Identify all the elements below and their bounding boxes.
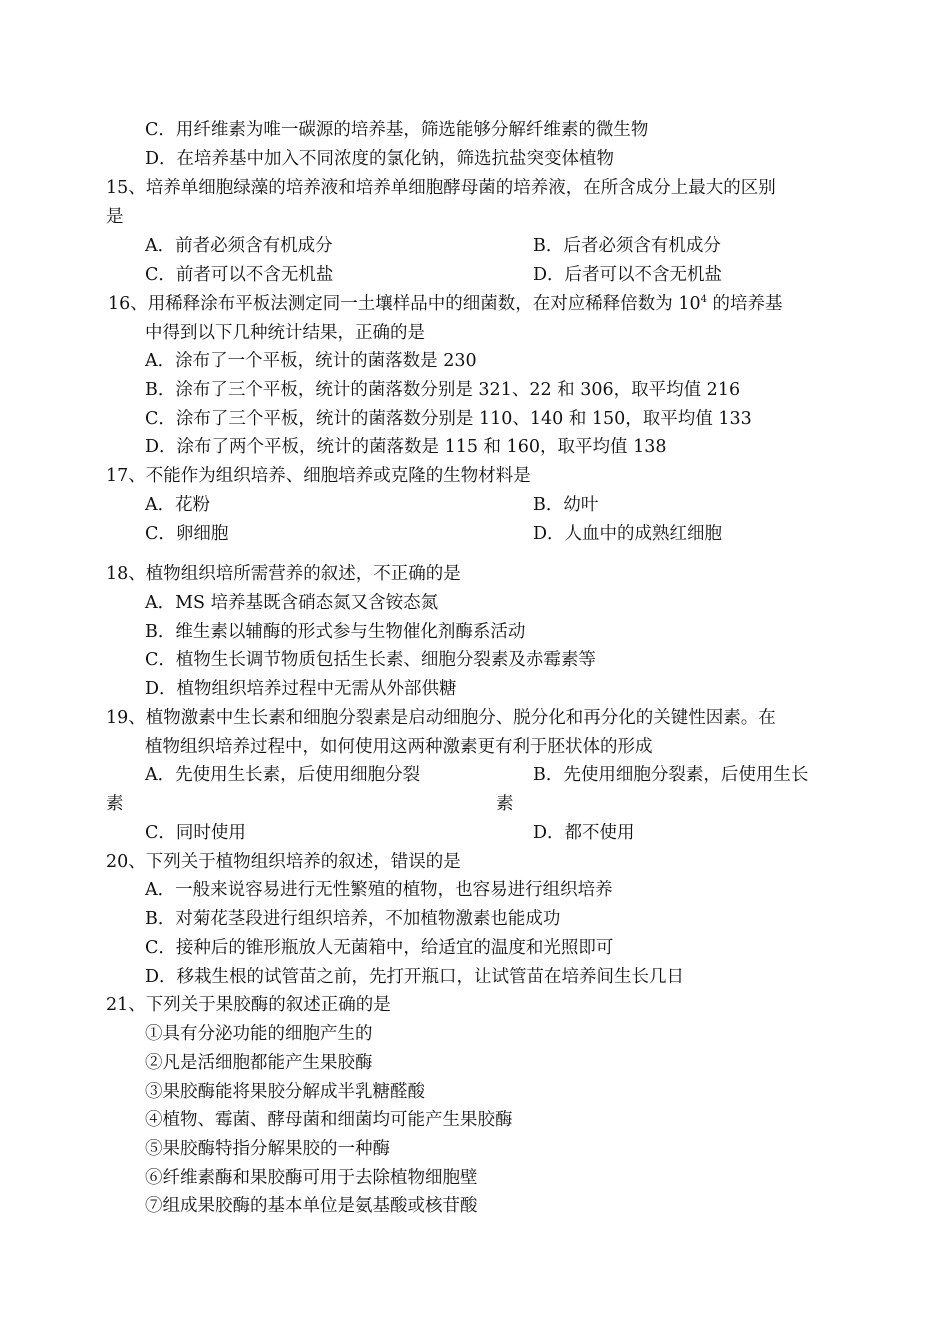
q21-item-1: ①具有分泌功能的细胞产生的	[145, 1024, 373, 1044]
q17-option-d: D．人血中的成熟红细胞	[533, 524, 723, 544]
q17-option-b: B．幼叶	[533, 495, 599, 515]
q20-option-d: D．移栽生根的试管苗之前，先打开瓶口，让试管苗在培养间生长几日	[145, 967, 685, 987]
q16-stem-line1	[108, 292, 783, 316]
q21-item-2: ②凡是活细胞都能产生果胶酶	[145, 1053, 373, 1073]
q15-option-b: B．后者必须含有机成分	[533, 236, 721, 256]
q18-option-b: B．维生素以辅酶的形式参与生物催化剂酶系活动	[145, 622, 526, 642]
q15-option-c: C．前者可以不含无机盐	[145, 265, 334, 285]
q16-option-b: B．涂布了三个平板，统计的菌落数分别是 321、22 和 306，取平均值 216	[145, 380, 741, 400]
q16-stem-line2: 中得到以下几种统计结果，正确的是	[145, 323, 425, 343]
q21-stem: 21、下列关于果胶酶的叙述正确的是	[106, 995, 391, 1015]
q15-stem-line1: 15、培养单细胞绿藻的培养液和培养单细胞酵母菌的培养液，在所含成分上最大的区别	[106, 178, 776, 198]
q20-option-c: C．接种后的锥形瓶放人无菌箱中，给适宜的温度和光照即可	[145, 938, 614, 958]
q14-option-c: C．用纤维素为唯一碳源的培养基，筛选能够分解纤维素的微生物	[145, 120, 649, 140]
q16-stem-tail: 的培养基	[706, 294, 783, 314]
q19-option-a: A．先使用生长素，后使用细胞分裂	[145, 765, 421, 785]
q20-stem: 20、下列关于植物组织培养的叙述，错误的是	[106, 852, 461, 872]
q19-option-a-wrap: 素	[106, 794, 124, 814]
q18-stem: 18、植物组织培所需营养的叙述，不正确的是	[106, 564, 461, 584]
q16-stem-text: 16、用稀释涂布平板法测定同一土壤样品中的细菌数，在对应稀释倍数为 10	[108, 294, 701, 314]
q21-item-7: ⑦组成果胶酶的基本单位是氨基酸或核苷酸	[145, 1196, 478, 1216]
q19-option-d: D．都不使用	[533, 823, 635, 843]
q17-stem: 17、不能作为组织培养、细胞培养或克隆的生物材料是	[106, 466, 531, 486]
q20-option-a: A．一般来说容易进行无性繁殖的植物，也容易进行组织培养	[145, 880, 613, 900]
q15-option-d: D．后者可以不含无机盐	[533, 265, 723, 285]
q15-stem-line2: 是	[106, 207, 124, 227]
q18-option-d: D．植物组织培养过程中无需从外部供糖	[145, 679, 457, 699]
q17-option-c: C．卵细胞	[145, 524, 229, 544]
q16-option-d: D．涂布了两个平板，统计的菌落数是 115 和 160，取平均值 138	[145, 437, 667, 457]
q16-exponent: 4	[700, 294, 707, 306]
q19-option-b: B．先使用细胞分裂素，后使用生长	[533, 765, 809, 785]
q18-option-c: C．植物生长调节物质包括生长素、细胞分裂素及赤霉素等	[145, 650, 596, 670]
q19-option-b-wrap: 素	[496, 794, 514, 814]
q21-item-4: ④植物、霉菌、酵母菌和细菌均可能产生果胶酶	[145, 1110, 513, 1130]
q14-option-d: D．在培养基中加入不同浓度的氯化钠，筛选抗盐突变体植物	[145, 149, 615, 169]
q21-item-6: ⑥纤维素酶和果胶酶可用于去除植物细胞壁	[145, 1168, 478, 1188]
q18-option-a: A．MS 培养基既含硝态氮又含铵态氮	[145, 593, 439, 613]
q17-option-a: A．花粉	[145, 495, 211, 515]
q16-option-c: C．涂布了三个平板，统计的菌落数分别是 110、140 和 150，取平均值 133	[145, 409, 752, 429]
q19-stem-line2: 植物组织培养过程中，如何使用这两种激素更有利于胚状体的形成	[145, 737, 653, 757]
q15-option-a: A．前者必须含有机成分	[145, 236, 333, 256]
q20-option-b: B．对菊花茎段进行组织培养，不加植物激素也能成功	[145, 909, 561, 929]
q21-item-5: ⑤果胶酶特指分解果胶的一种酶	[145, 1139, 390, 1159]
q19-option-c: C．同时使用	[145, 823, 246, 843]
q19-stem-line1: 19、植物激素中生长素和细胞分裂素是启动细胞分、脱分化和再分化的关键性因素。在	[106, 708, 776, 728]
q16-option-a: A．涂布了一个平板，统计的菌落数是 230	[145, 351, 477, 371]
q21-item-3: ③果胶酶能将果胶分解成半乳糖醛酸	[145, 1082, 425, 1102]
